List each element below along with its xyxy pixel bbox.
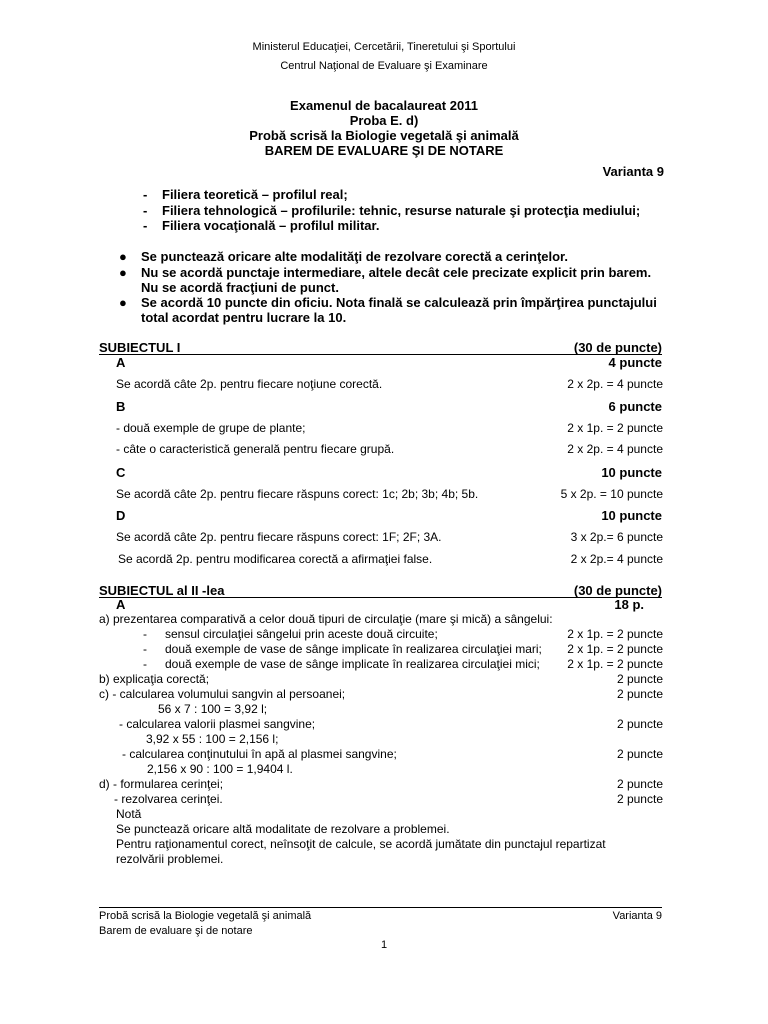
s2-a-item-points: 2 x 1p. = 2 puncte [567, 657, 663, 671]
rule-text: Nu se acordă fracţiuni de punct. [141, 280, 339, 295]
nota-text: rezolvării problemei. [116, 852, 224, 866]
variant-label: Varianta 9 [602, 164, 664, 179]
dash-marker: - [143, 642, 147, 656]
s2-b-text: b) explicaţia corectă; [99, 672, 210, 686]
footer-rule [99, 907, 662, 908]
s1-title: SUBIECTUL I [99, 340, 181, 355]
s2-a-text: a) prezentarea comparativă a celor două tipuri de circulaţie (mare şi mică) a sângelui: [99, 612, 553, 626]
footer-variant: Varianta 9 [612, 910, 662, 922]
header-center: Centrul Naţional de Evaluare şi Examinare [280, 60, 488, 72]
s1-b-label: B [116, 399, 126, 414]
page-number: 1 [380, 939, 388, 951]
s1-d-points: 10 puncte [601, 508, 662, 523]
title-exam: Examenul de bacalaureat 2011 [290, 98, 478, 113]
bullet-icon: ● [119, 265, 127, 280]
rule-text: Se acordă 10 puncte din oficiu. Nota finală se calculează prin împărţirea punctajului [141, 295, 657, 310]
s1-c-line-points: 5 x 2p. = 10 puncte [560, 487, 663, 501]
dash-marker: - [143, 203, 148, 218]
s2-d-text: - rezolvarea cerinţei. [114, 792, 223, 806]
s2-c-points: 2 puncte [616, 717, 663, 731]
rule-text: Nu se acordă punctaje intermediare, altele decât cele precizate explicit prin barem. [141, 265, 652, 280]
s2-c-text: - calcularea conţinutului în apă al plasmei sangvine; [122, 747, 397, 761]
s1-d-line-points: 2 x 2p.= 4 puncte [570, 552, 663, 566]
nota-text: Pentru raţionamentul corect, neînsoţit de calcule, se acordă jumătate din punctajul repartizat [116, 837, 606, 851]
dash-marker: - [143, 627, 147, 641]
s2-c-points: 2 puncte [616, 687, 663, 701]
s1-a-label: A [116, 355, 126, 370]
title-subject: Probă scrisă la Biologie vegetală şi animală [249, 128, 519, 143]
filiera-item: Filiera tehnologică – profilurile: tehnic, resurse naturale şi protecţia mediului; [162, 203, 641, 218]
s1-b-line: - câte o caracteristică generală pentru fiecare grupă. [116, 442, 395, 456]
s2-b-points: 2 puncte [616, 672, 663, 686]
rule-text: Se punctează oricare alte modalităţi de rezolvare corectă a cerinţelor. [141, 249, 569, 264]
footer-subject: Probă scrisă la Biologie vegetală şi animală [99, 910, 312, 922]
dash-marker: - [143, 218, 148, 233]
s1-c-points: 10 puncte [601, 465, 662, 480]
s1-d-line: Se acordă câte 2p. pentru fiecare răspuns corect: 1F; 2F; 3A. [116, 530, 442, 544]
header-ministry: Ministerul Educaţiei, Cercetării, Tineretului şi Sportului [252, 41, 516, 53]
s1-points: (30 de puncte) [573, 340, 662, 355]
filiera-item: Filiera teoretică – profilul real; [162, 187, 348, 202]
filiera-item: Filiera vocaţională – profilul militar. [162, 218, 380, 233]
s2-a-points: 18 p. [614, 597, 644, 612]
s2-c-points: 2 puncte [616, 747, 663, 761]
dash-marker: - [143, 657, 147, 671]
s1-b-line-points: 2 x 1p. = 2 puncte [567, 421, 663, 435]
s2-c-calc: 56 x 7 : 100 = 3,92 l; [158, 702, 268, 716]
s1-b-line-points: 2 x 2p. = 4 puncte [567, 442, 663, 456]
dash-marker: - [143, 187, 148, 202]
s2-title: SUBIECTUL al II -lea [99, 583, 225, 598]
s1-d-label: D [116, 508, 126, 523]
s2-points: (30 de puncte) [573, 583, 662, 598]
s2-c-text: - calcularea valorii plasmei sangvine; [119, 717, 316, 731]
rule-text: total acordat pentru lucrare la 10. [141, 310, 347, 325]
bullet-icon: ● [119, 295, 127, 310]
s2-c-calc: 2,156 x 90 : 100 = 1,9404 l. [147, 762, 293, 776]
title-barem: BAREM DE EVALUARE ŞI DE NOTARE [264, 143, 504, 158]
s2-a-item: sensul circulaţiei sângelui prin aceste două circuite; [165, 627, 438, 641]
s1-underline [99, 354, 662, 355]
nota-text: Se punctează oricare altă modalitate de rezolvare a problemei. [116, 822, 450, 836]
s1-c-label: C [116, 465, 126, 480]
title-proba: Proba E. d) [349, 113, 419, 128]
s2-d-text: d) - formularea cerinţei; [99, 777, 224, 791]
footer-barem: Barem de evaluare şi de notare [99, 925, 253, 937]
s2-a-item: două exemple de vase de sânge implicate în realizarea circulaţiei mari; [165, 642, 542, 656]
s2-underline [99, 597, 662, 598]
s2-d-points: 2 puncte [616, 777, 663, 791]
s2-c-calc: 3,92 x 55 : 100 = 2,156 l; [146, 732, 279, 746]
s1-a-line: Se acordă câte 2p. pentru fiecare noţiune corectă. [116, 377, 383, 391]
s2-a-label: A [116, 597, 126, 612]
s1-a-points: 4 puncte [608, 355, 662, 370]
s1-d-line-points: 3 x 2p.= 6 puncte [570, 530, 663, 544]
s1-c-line: Se acordă câte 2p. pentru fiecare răspuns corect: 1c; 2b; 3b; 4b; 5b. [116, 487, 479, 501]
s2-a-item-points: 2 x 1p. = 2 puncte [567, 627, 663, 641]
s2-c-text: c) - calcularea volumului sangvin al persoanei; [99, 687, 346, 701]
nota-heading: Notă [116, 807, 142, 821]
s1-b-line: - două exemple de grupe de plante; [116, 421, 306, 435]
s2-d-points: 2 puncte [616, 792, 663, 806]
s2-a-item: două exemple de vase de sânge implicate în realizarea circulaţiei mici; [165, 657, 540, 671]
bullet-icon: ● [119, 249, 127, 264]
s1-d-line: Se acordă 2p. pentru modificarea corectă a afirmaţiei false. [118, 552, 433, 566]
s1-a-line-points: 2 x 2p. = 4 puncte [567, 377, 663, 391]
s1-b-points: 6 puncte [608, 399, 662, 414]
s2-a-item-points: 2 x 1p. = 2 puncte [567, 642, 663, 656]
